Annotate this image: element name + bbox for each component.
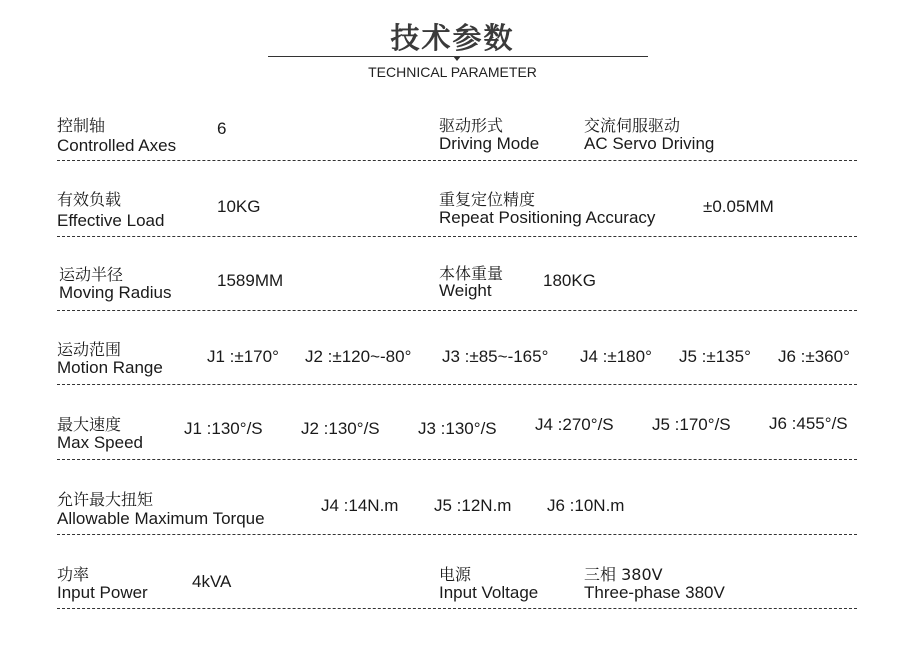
max-speed-j3: J3 :130°/S (418, 419, 497, 438)
repeatability-label-en: Repeat Positioning Accuracy (439, 208, 656, 227)
driving-mode-label-en: Driving Mode (439, 134, 540, 153)
torque-j6: J6 :10N.m (547, 496, 625, 515)
motion-range-j5: J5 :±135° (679, 347, 751, 366)
row-divider (57, 384, 857, 385)
motion-range-j4: J4 :±180° (580, 347, 652, 366)
torque-j4: J4 :14N.m (321, 496, 399, 515)
row-divider (57, 160, 857, 161)
max-speed-j2: J2 :130°/S (301, 419, 380, 438)
driving-mode-label-cn: 驱动形式 (439, 116, 504, 135)
page-subtitle: TECHNICAL PARAMETER (368, 64, 537, 80)
page-title: 技术参数 (390, 21, 515, 55)
torque-label-cn: 允许最大扭矩 (57, 490, 154, 509)
driving-mode-value-cn: 交流伺服驱动 (584, 116, 681, 135)
max-speed-j5: J5 :170°/S (652, 415, 731, 434)
axes-label-en: Controlled Axes (57, 136, 177, 155)
motion-range-j6: J6 :±360° (778, 347, 850, 366)
voltage-label-en: Input Voltage (439, 583, 539, 602)
max-speed-j1: J1 :130°/S (184, 419, 263, 438)
weight-label-cn: 本体重量 (439, 264, 504, 283)
voltage-label-cn: 电源 (439, 565, 472, 584)
torque-j5: J5 :12N.m (434, 496, 512, 515)
motion-range-j2: J2 :±120~-80° (305, 347, 412, 366)
load-value: 10KG (217, 197, 261, 216)
max-speed-j4: J4 :270°/S (535, 415, 614, 434)
torque-label-en: Allowable Maximum Torque (57, 509, 265, 528)
axes-label-cn: 控制轴 (57, 116, 106, 135)
weight-value: 180KG (543, 271, 596, 290)
voltage-value-en: Three-phase 380V (584, 583, 725, 602)
max-speed-label-en: Max Speed (57, 433, 143, 452)
repeatability-value: ±0.05MM (703, 197, 774, 216)
axes-value: 6 (217, 119, 227, 138)
max-speed-j6: J6 :455°/S (769, 414, 848, 433)
row-divider (57, 236, 857, 237)
motion-range-j1: J1 :±170° (207, 347, 279, 366)
row-divider (57, 459, 857, 460)
max-speed-label-cn: 最大速度 (57, 415, 122, 434)
repeatability-label-cn: 重复定位精度 (439, 190, 536, 209)
title-divider-notch (453, 56, 461, 61)
power-value: 4kVA (192, 572, 232, 591)
radius-value: 1589MM (217, 271, 284, 290)
row-divider (57, 608, 857, 609)
radius-label-en: Moving Radius (59, 283, 172, 302)
load-label-en: Effective Load (57, 211, 165, 230)
power-label-cn: 功率 (57, 565, 90, 584)
driving-mode-value-en: AC Servo Driving (584, 134, 715, 153)
weight-label-en: Weight (439, 281, 492, 300)
voltage-value-cn: 三相 380V (584, 565, 663, 584)
motion-range-label-en: Motion Range (57, 358, 163, 377)
radius-label-cn: 运动半径 (59, 265, 124, 284)
motion-range-j3: J3 :±85~-165° (442, 347, 549, 366)
load-label-cn: 有效负载 (57, 190, 122, 209)
row-divider (57, 310, 857, 311)
power-label-en: Input Power (57, 583, 148, 602)
row-divider (57, 534, 857, 535)
motion-range-label-cn: 运动范围 (57, 340, 122, 359)
